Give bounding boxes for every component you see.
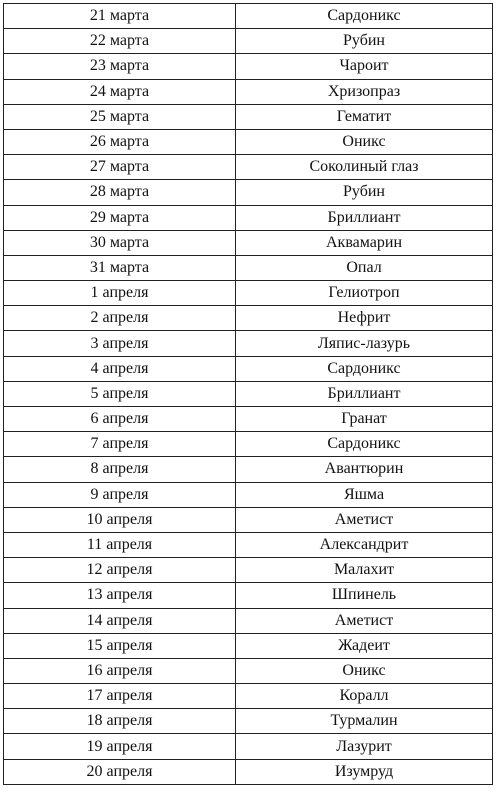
date-cell: 11 апреля: [4, 532, 236, 557]
table-row: [4, 155, 493, 180]
table-row: [4, 583, 493, 608]
stone-cell: Жадеит: [236, 633, 493, 658]
date-cell: 7 апреля: [4, 432, 236, 457]
date-cell: 17 апреля: [4, 684, 236, 709]
date-cell: 26 марта: [4, 129, 236, 154]
table-row: [4, 356, 493, 381]
stone-cell: Малахит: [236, 558, 493, 583]
table-row: [4, 532, 493, 557]
table-row: [4, 180, 493, 205]
table-row: [4, 79, 493, 104]
date-cell: 29 марта: [4, 205, 236, 230]
table-row: [4, 104, 493, 129]
table-row: [4, 4, 493, 29]
date-cell: 18 апреля: [4, 709, 236, 734]
table-row: [4, 54, 493, 79]
stone-cell: Коралл: [236, 684, 493, 709]
table-row: [4, 633, 493, 658]
date-cell: 2 апреля: [4, 306, 236, 331]
stone-cell: Сардоникс: [236, 356, 493, 381]
date-cell: 25 марта: [4, 104, 236, 129]
table-row: [4, 759, 493, 784]
date-cell: 6 апреля: [4, 407, 236, 432]
stone-cell: Лазурит: [236, 734, 493, 759]
date-cell: 28 марта: [4, 180, 236, 205]
table-row: [4, 281, 493, 306]
date-cell: 9 апреля: [4, 482, 236, 507]
stone-cell: Рубин: [236, 29, 493, 54]
table-row: [4, 684, 493, 709]
date-cell: 8 апреля: [4, 457, 236, 482]
table-row: [4, 331, 493, 356]
date-cell: 5 апреля: [4, 381, 236, 406]
stone-cell: Гематит: [236, 104, 493, 129]
table-row: [4, 457, 493, 482]
table-row: [4, 709, 493, 734]
stone-cell: Ляпис-лазурь: [236, 331, 493, 356]
stone-cell: Сардоникс: [236, 432, 493, 457]
stone-cell: Аметист: [236, 608, 493, 633]
table-row: [4, 734, 493, 759]
stone-cell: Чароит: [236, 54, 493, 79]
stone-cell: Бриллиант: [236, 381, 493, 406]
date-cell: 16 апреля: [4, 658, 236, 683]
stone-cell: Рубин: [236, 180, 493, 205]
table-row: [4, 558, 493, 583]
table-row: [4, 658, 493, 683]
table-row: [4, 129, 493, 154]
date-cell: 20 апреля: [4, 759, 236, 784]
date-cell: 1 апреля: [4, 281, 236, 306]
date-cell: 12 апреля: [4, 558, 236, 583]
stone-cell: Изумруд: [236, 759, 493, 784]
stone-cell: Аметист: [236, 507, 493, 532]
stone-cell: Бриллиант: [236, 205, 493, 230]
stone-cell: Турмалин: [236, 709, 493, 734]
birthstone-table: [3, 3, 493, 785]
stone-cell: Соколиный глаз: [236, 155, 493, 180]
table-row: [4, 432, 493, 457]
date-cell: 19 апреля: [4, 734, 236, 759]
stone-cell: Опал: [236, 255, 493, 280]
date-cell: 27 марта: [4, 155, 236, 180]
stone-cell: Яшма: [236, 482, 493, 507]
table-row: [4, 381, 493, 406]
date-cell: 13 апреля: [4, 583, 236, 608]
table-row: [4, 306, 493, 331]
date-cell: 30 марта: [4, 230, 236, 255]
table-row: [4, 230, 493, 255]
table-row: [4, 482, 493, 507]
table-row: [4, 507, 493, 532]
stone-cell: Сардоникс: [236, 4, 493, 29]
stone-cell: Нефрит: [236, 306, 493, 331]
stone-cell: Авантюрин: [236, 457, 493, 482]
date-cell: 3 апреля: [4, 331, 236, 356]
stone-cell: Гранат: [236, 407, 493, 432]
date-cell: 15 апреля: [4, 633, 236, 658]
date-cell: 31 марта: [4, 255, 236, 280]
table-body: [4, 4, 493, 785]
stone-cell: Гелиотроп: [236, 281, 493, 306]
stone-cell: Аквамарин: [236, 230, 493, 255]
table-row: [4, 608, 493, 633]
date-cell: 14 апреля: [4, 608, 236, 633]
date-cell: 10 апреля: [4, 507, 236, 532]
stone-cell: Хризопраз: [236, 79, 493, 104]
stone-cell: Оникс: [236, 129, 493, 154]
date-cell: 24 марта: [4, 79, 236, 104]
date-cell: 4 апреля: [4, 356, 236, 381]
date-cell: 23 марта: [4, 54, 236, 79]
stone-cell: Александрит: [236, 532, 493, 557]
table-row: [4, 407, 493, 432]
stone-cell: Оникс: [236, 658, 493, 683]
table-row: [4, 255, 493, 280]
stone-cell: Шпинель: [236, 583, 493, 608]
table-row: [4, 205, 493, 230]
date-cell: 21 марта: [4, 4, 236, 29]
table-row: [4, 29, 493, 54]
date-cell: 22 марта: [4, 29, 236, 54]
